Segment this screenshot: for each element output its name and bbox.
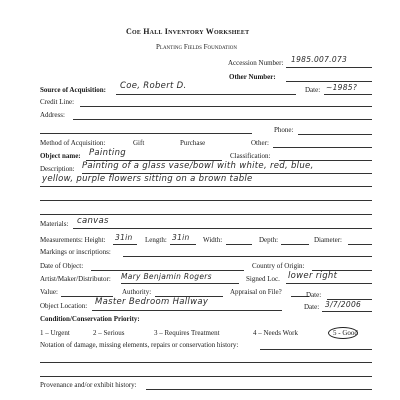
condition-label: Condition/Conservation Priority: [40, 315, 140, 323]
date-of-object-label: Date of Object: [40, 262, 84, 270]
other-label: Other: [251, 139, 269, 147]
object-location-value: Master Bedroom Hallway [95, 297, 209, 307]
appraisal-date-label: Date: [306, 291, 322, 299]
length-value: 31in [172, 233, 190, 242]
source-line [116, 94, 296, 95]
accession-label: Accession Number: [228, 59, 284, 67]
signed-loc-value: lower right [288, 271, 338, 281]
notation-label: Notation of damage, missing elements, repairs or conservation history: [40, 341, 239, 349]
date-of-object-line [91, 270, 244, 271]
depth-line [281, 244, 309, 245]
location-date-line [322, 311, 372, 312]
artist-line [121, 283, 239, 284]
source-value: Coe, Robert D. [120, 81, 187, 91]
width-label: Width: [203, 236, 223, 244]
markings-line [123, 256, 372, 257]
provenance-label: Provenance and/or exhibit history: [40, 381, 137, 389]
classification-label: Classification: [230, 152, 271, 160]
diameter-line [348, 244, 372, 245]
foundation-name: Planting Fields Foundation [156, 43, 238, 51]
description-line-3 [40, 200, 372, 201]
depth-label: Depth: [259, 236, 279, 244]
method-label: Method of Acquisition: [40, 139, 106, 147]
gift-option: Gift [133, 139, 145, 147]
provenance-line [146, 389, 372, 390]
location-date-value: 3/7/2006 [325, 300, 362, 309]
object-location-label: Object Location: [40, 302, 88, 310]
other-line [273, 147, 372, 148]
condition-requires-treatment: 3 – Requires Treatment [154, 329, 220, 337]
description-line-2 [40, 186, 372, 187]
value-label: Value: [40, 288, 58, 296]
condition-needs-work: 4 – Needs Work [253, 329, 298, 337]
credit-line-label: Credit Line: [40, 98, 75, 106]
condition-urgent: 1 – Urgent [40, 329, 70, 337]
accession-line [286, 67, 372, 68]
notation-line-2 [40, 362, 372, 363]
description-value-line-2: yellow, purple flowers sitting on a brown table [42, 174, 253, 184]
materials-value: canvas [77, 216, 109, 226]
description-value-line-1: Painting of a glass vase/bowl with white, red, blue, [82, 161, 314, 171]
accession-value: 1985.007.073 [291, 55, 348, 64]
object-name-label: Object name: [40, 152, 81, 160]
measurements-height-label: Measurements: Height: [40, 236, 106, 244]
object-name-value: Painting [89, 148, 126, 158]
worksheet-title: Coe Hall Inventory Worksheet [126, 27, 250, 36]
notation-line-3 [40, 376, 372, 377]
width-line [226, 244, 252, 245]
condition-good: 5 - Good [333, 329, 358, 337]
description-line-4 [40, 214, 372, 215]
markings-label: Markings or inscriptions: [40, 248, 111, 256]
country-label: Country of Origin: [252, 262, 305, 270]
other-number-label: Other Number: [229, 73, 276, 81]
materials-label: Materials: [40, 220, 69, 228]
phone-label: Phone: [274, 126, 294, 134]
address-line-2 [40, 133, 252, 134]
address-label: Address: [40, 111, 65, 119]
date-label: Date: [305, 86, 321, 94]
diameter-label: Diameter: [314, 236, 342, 244]
height-value: 31in [115, 233, 133, 242]
condition-serious: 2 – Serious [93, 329, 125, 337]
length-line [170, 244, 196, 245]
address-line-1 [73, 119, 372, 120]
source-label: Source of Acquisition: [40, 86, 106, 94]
other-number-line [286, 81, 372, 82]
signed-loc-line [286, 283, 372, 284]
description-label: Description: [40, 165, 75, 173]
date-value: ~1985? [326, 83, 358, 92]
signed-loc-label: Signed Loc. [246, 275, 280, 283]
length-label: Length: [145, 236, 167, 244]
credit-line-line [80, 106, 372, 107]
location-date-label: Date: [304, 303, 320, 311]
date-line [324, 94, 372, 95]
materials-line [73, 228, 372, 229]
phone-line [298, 134, 372, 135]
height-line [113, 244, 137, 245]
object-location-line [92, 310, 282, 311]
appraisal-label: Appraisal on File? [230, 288, 282, 296]
artist-label: Artist/Maker/Distributor: [40, 275, 111, 283]
artist-value: Mary Benjamin Rogers [121, 272, 212, 281]
notation-line-1 [260, 349, 372, 350]
authority-label: Authority: [122, 288, 152, 296]
purchase-option: Purchase [180, 139, 206, 147]
